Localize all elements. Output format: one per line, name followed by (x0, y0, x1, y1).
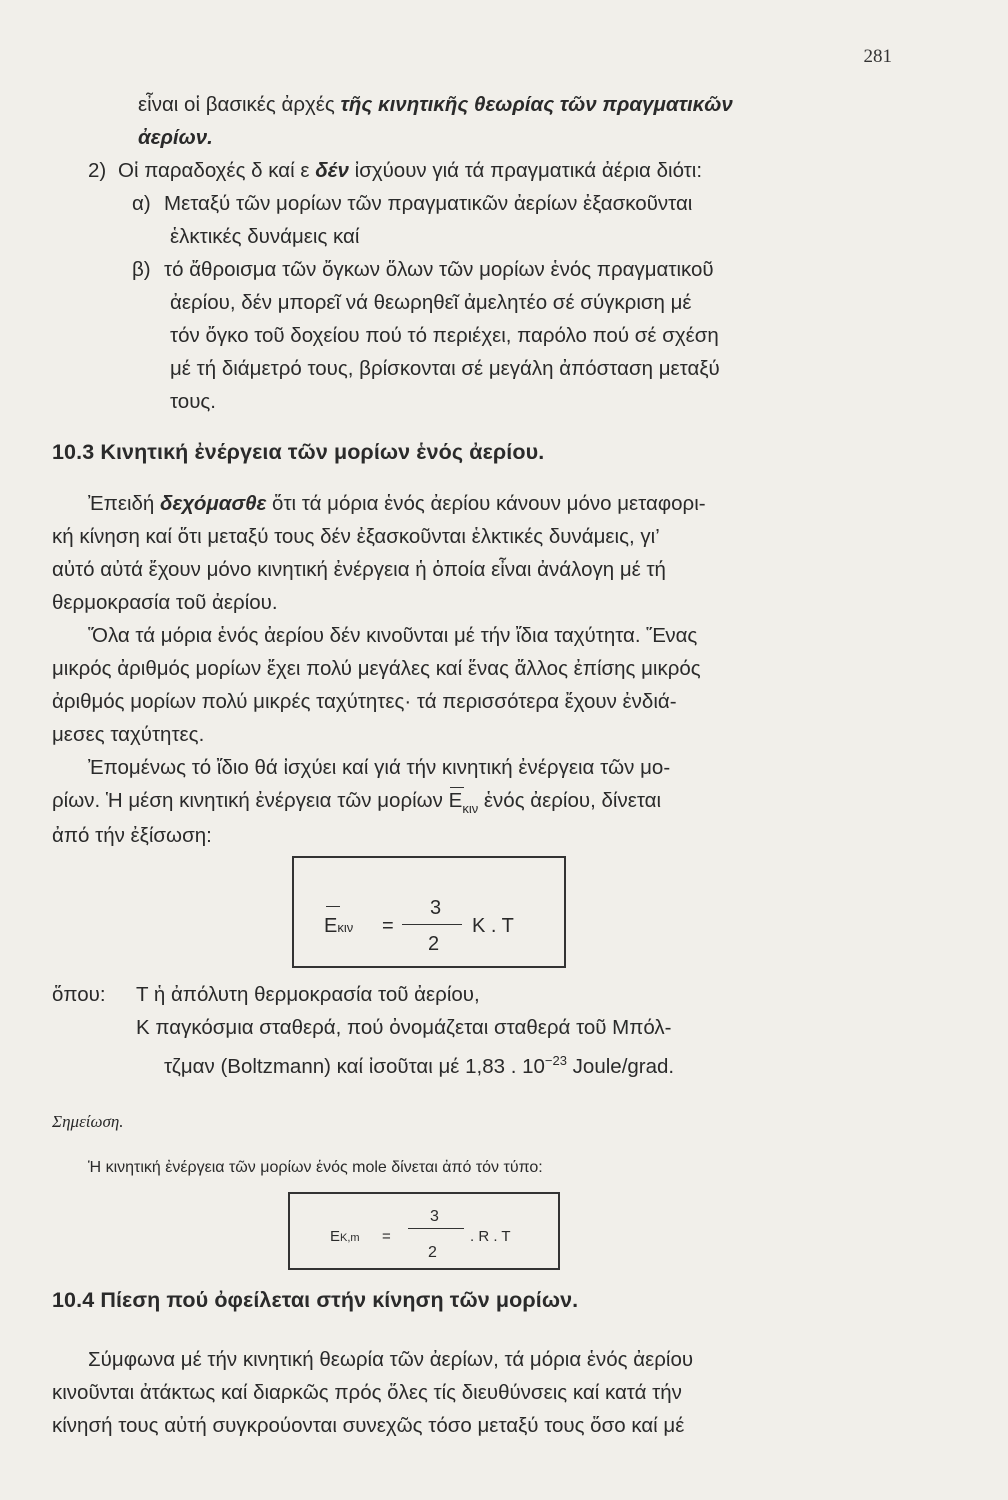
p3-text-end: ἑνός ἀερίου, δίνεται (478, 789, 662, 812)
page-body (52, 88, 900, 1442)
formula-box-mole (288, 1192, 560, 1270)
point-2-text-end: ἰσχύουν γιά τά πραγματικά ἀέρια διότι: (348, 159, 703, 182)
where-k-unit: Joule/grad. (566, 1054, 675, 1078)
point-2b-text: τό ἄθροισμα τῶν ὄγκων ὅλων τῶν μορίων ἑνός πραγματικοῦ (164, 258, 714, 281)
formula-lhs-sub: κιν (337, 920, 354, 935)
p3-line-3: ἀπό τήν ἐξίσωση: (52, 824, 212, 847)
inline-energy-symbol (449, 784, 479, 819)
note-text: Ἡ κινητική ἐνέργεια τῶν μορίων ἑνός mole δίνεται ἀπό τόν τύπο: (88, 1158, 543, 1176)
formula-equals: = (382, 915, 394, 937)
point-2b-line-3: τόν ὄγκο τοῦ δοχείου πού τό περιέχει, παρόλο πού σέ σχέση (170, 324, 719, 347)
intro-emphasis: τῆς κινητικῆς θεωρίας τῶν πραγματικῶν (340, 93, 733, 116)
point-2b-label: β) (132, 258, 151, 281)
point-2b-line-4: μέ τή διάμετρό τους, βρίσκονται σέ μεγάλη ἀπόσταση μεταξύ (170, 357, 720, 380)
formula-fraction-line (402, 924, 462, 925)
p1-line-2: κή κίνηση καί ὅτι μεταξύ τους δέν ἐξασκοῦνται ἑλκτικές δυνάμεις, γι’ (52, 525, 660, 548)
p1-text: Ἐπειδή (88, 492, 161, 515)
inline-symbol: E (448, 789, 463, 812)
page-number: 281 (863, 46, 892, 67)
point-2a-text: Μεταξύ τῶν μορίων τῶν πραγματικῶν ἀερίων ἐξασκοῦνται (164, 192, 693, 215)
intro-line-1 (52, 88, 900, 121)
mole-formula-rhs: . R . T (470, 1227, 511, 1245)
p3-line-2 (52, 784, 900, 819)
intro-text: εἶναι οἱ βασικές ἀρχές (138, 93, 341, 116)
point-2b-line-1 (52, 253, 900, 286)
formula-overbar (326, 906, 340, 907)
p1-text-end: ὅτι τά μόρια ἑνός ἀερίου κάνουν μόνο μεταφορι- (266, 492, 706, 515)
s104-line-1: Σύμφωνα μέ τήν κινητική θεωρία τῶν ἀερίων, τά μόρια ἑνός ἀερίου (88, 1347, 694, 1371)
point-2b-line-5: τους. (170, 390, 216, 413)
where-k-text: τζμαν (Boltzmann) καί ἰσοῦται μέ 1,83 . 10 (164, 1054, 545, 1078)
mole-formula-fraction-line (408, 1228, 464, 1229)
point-2a-line-2: ἑλκτικές δυνάμεις καί (170, 225, 360, 248)
intro-emphasis-2: ἀερίων. (138, 126, 213, 149)
p2-line-4: μεσες ταχύτητες. (52, 723, 205, 746)
point-2 (52, 154, 900, 187)
p2-line-2: μικρός ἀριθμός μορίων ἔχει πολύ μεγάλες καί ἕνας ἄλλος ἐπίσης μικρός (52, 657, 701, 680)
mole-formula-equals: = (382, 1227, 391, 1245)
section-10-4-heading: 10.4 Πίεση πού ὀφείλεται στήν κίνηση τῶν μορίων. (52, 1287, 579, 1312)
mole-formula-lhs-sub: K,m (340, 1231, 360, 1244)
p1-line-1 (52, 487, 900, 520)
formula-numerator: 3 (430, 897, 442, 919)
p2-line-3: ἀριθμός μορίων πολύ μικρές ταχύτητες· τά περισσότερα ἔχουν ἐνδιά- (52, 690, 677, 713)
p2-line-1: Ὅλα τά μόρια ἑνός ἀερίου δέν κινοῦνται μέ τήν ἴδια ταχύτητα. Ἕνας (88, 624, 698, 647)
formula-denominator: 2 (428, 933, 440, 955)
p1-emphasis: δεχόμασθε (160, 492, 267, 515)
point-2-text: Οἱ παραδοχές δ καί ε (118, 159, 316, 182)
point-2b-line-2: ἀερίου, δέν μπορεῖ νά θεωρηθεῖ ἀμελητέο σέ σύγκριση μέ (170, 291, 692, 314)
inline-symbol-sub: κιν (462, 801, 479, 816)
p1-line-3: αὐτό αὐτά ἔχουν μόνο κινητική ἐνέργεια ἡ ὁποία εἶναι ἀνάλογη μέ τή (52, 558, 666, 581)
exponent: −23 (544, 1053, 567, 1068)
mole-formula-lhs (330, 1220, 360, 1255)
note-label: Σημείωση. (52, 1111, 124, 1131)
formula-rhs: K . T (472, 915, 514, 937)
point-2a-line-1 (52, 187, 900, 220)
mole-formula-numerator: 3 (430, 1207, 439, 1225)
where-line-k-1: K παγκόσμια σταθερά, πού ὀνομάζεται σταθερά τοῦ Μπόλ- (136, 1016, 672, 1039)
point-2-emphasis: δέν (315, 159, 349, 182)
where-line-k-2 (52, 1044, 900, 1083)
point-2-label: 2) (88, 159, 107, 182)
p3-line-1: Ἐπομένως τό ἴδιο θά ἰσχύει καί γιά τήν κινητική ἐνέργεια τῶν μο- (88, 756, 671, 779)
s104-line-3: κίνησή τους αὐτή συγκρούονται συνεχῶς τόσο μεταξύ τους ὅσο καί μέ (52, 1413, 685, 1437)
formula-lhs-symbol: E (324, 915, 338, 937)
section-10-3-heading: 10.3 Κινητική ἐνέργεια τῶν μορίων ἑνός ἀερίου. (52, 440, 545, 464)
where-t-text: T ἡ ἀπόλυτη θερμοκρασία τοῦ ἀερίου, (136, 983, 480, 1006)
mole-formula-lhs-symbol: E (330, 1227, 341, 1245)
intro-line-2 (52, 121, 900, 154)
formula-box-main (292, 856, 566, 968)
formula-lhs (324, 910, 353, 944)
p3-text: ρίων. Ἡ μέση κινητική ἐνέργεια τῶν μορίων (52, 789, 449, 812)
inline-overbar (450, 787, 464, 788)
s104-line-2: κινοῦνται ἀτάκτως καί διαρκῶς πρός ὅλες τίς διευθύνσεις καί κατά τήν (52, 1380, 682, 1404)
where-label: ὅπου: (52, 983, 106, 1006)
p1-line-4: θερμοκρασία τοῦ ἀερίου. (52, 591, 278, 614)
mole-formula-denominator: 2 (428, 1243, 437, 1261)
point-2a-label: α) (132, 192, 151, 215)
where-line-t (52, 978, 900, 1011)
